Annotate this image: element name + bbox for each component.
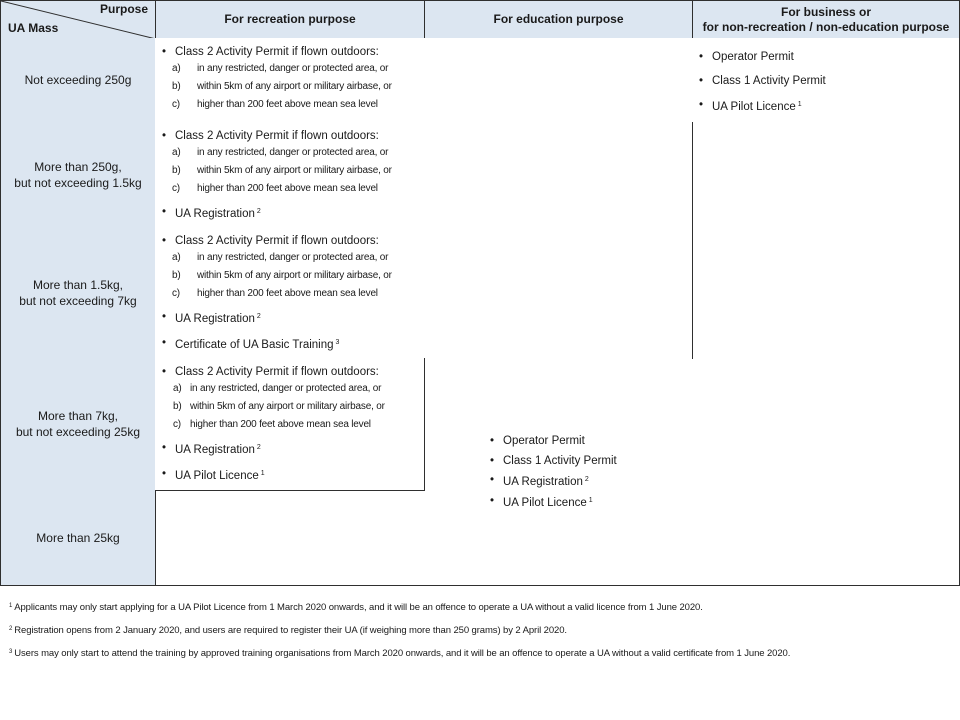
pilot-licence-item: • UA Pilot Licence $^1$ bbox=[490, 493, 617, 511]
footnote-2: $^2$ Registration opens from 2 January 2020, and users are required to register their UA (if weighing more than 250 grams) by 2 April 2020. bbox=[9, 625, 567, 636]
class1-permit-item: • Class 1 Activity Permit bbox=[699, 73, 956, 89]
footnotes bbox=[9, 600, 954, 669]
class1-permit-item: • Class 1 Activity Permit bbox=[490, 453, 617, 469]
corner-mass-label: UA Mass bbox=[8, 21, 59, 35]
header-recreation: For recreation purpose bbox=[155, 0, 425, 39]
row2-recreation-education: • Class 2 Activity Permit if flown outdoors: a) in any restricted, danger or protected area, or b) within 5km of any airport or military airbase, or c) higher than 200 feet above mean sea level • UA Registration $^2$ bbox=[155, 122, 693, 228]
mass-row-5: More than 25kg bbox=[0, 490, 156, 586]
mass-row-2: More than 250g, but not exceeding 1.5kg bbox=[0, 122, 156, 228]
pilot-licence-item: • UA Pilot Licence $^1$ bbox=[699, 97, 956, 115]
footnote-1: $^1$ Applicants may only start applying for a UA Pilot Licence from 1 March 2020 onwards, and it will be an offence to operate a UA without a valid licence from 1 June 2020. bbox=[9, 602, 703, 613]
pilot-licence-item: • UA Pilot Licence $^1$ bbox=[162, 466, 421, 484]
registration-item: • UA Registration $^2$ bbox=[490, 472, 617, 490]
corner-purpose-label: Purpose bbox=[99, 2, 148, 16]
mass-row-4: More than 7kg, but not exceeding 25kg bbox=[0, 358, 156, 491]
operator-permit-item: • Operator Permit bbox=[490, 433, 617, 449]
registration-item: • UA Registration $^2$ bbox=[162, 309, 689, 327]
footnote-3: $^3$ Users may only start to attend the training by approved training organisations from March 2020 onwards, and it will be an offence to operate a UA without a valid certificate from 1 June 2020. bbox=[9, 648, 791, 659]
registration-item: • UA Registration $^2$ bbox=[162, 204, 689, 222]
basic-training-item: • Certificate of UA Basic Training $^3$ bbox=[162, 335, 689, 353]
header-business-line1: For business or bbox=[780, 4, 872, 19]
mass-row-1: Not exceeding 250g bbox=[0, 38, 156, 123]
operator-permit-item: • Operator Permit bbox=[699, 49, 956, 65]
header-education: For education purpose bbox=[424, 0, 693, 39]
row1-recreation-education: • Class 2 Activity Permit if flown outdoors: a) in any restricted, danger or protected area, or b) within 5km of any airport or military airbase, or c) higher than 200 feet above mean sea level bbox=[155, 38, 693, 123]
header-business-line2: for non-recreation / non-education purpose bbox=[702, 19, 950, 34]
row3-recreation-education: • Class 2 Activity Permit if flown outdoors: a) in any restricted, danger or protected area, or b) within 5km of any airport or military airbase, or c) higher than 200 feet above mean sea level • UA Registration $^2$ • Certificate of UA Basic Training $^3$ bbox=[155, 227, 693, 359]
row4-recreation: • Class 2 Activity Permit if flown outdoors: a) in any restricted, danger or protected area, or b) within 5km of any airport or military airbase, or c) higher than 200 feet above mean sea level • UA Registration $^2$ • UA Pilot Licence $^1$ bbox=[155, 358, 425, 491]
registration-item: • UA Registration $^2$ bbox=[162, 440, 421, 458]
class2-permit-item: • Class 2 Activity Permit if flown outdoors: bbox=[162, 44, 689, 60]
mass-row-3: More than 1.5kg, but not exceeding 7kg bbox=[0, 227, 156, 359]
